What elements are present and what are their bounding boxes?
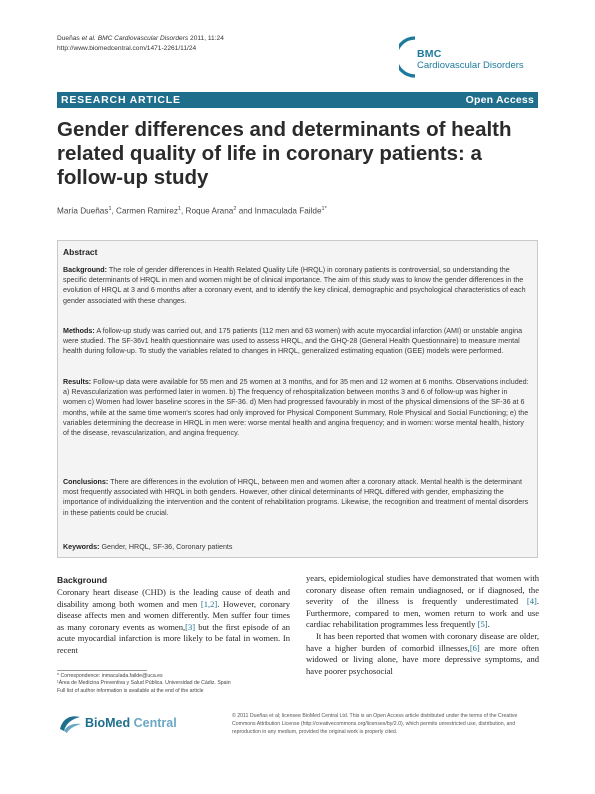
citation-link[interactable]: [3] <box>185 621 196 632</box>
abstract-label: Background: <box>63 266 108 274</box>
author-name[interactable]: , Carmen Ramirez <box>111 206 178 216</box>
affiliation-line: ¹Área de Medicina Preventiva y Salud Pública. Universidad de Cádiz. Spain <box>57 680 231 687</box>
body-text: but the first episode of an acute myocardial infarction is more likely to be fatal in women. In recent <box>57 621 291 655</box>
citation-year-volume: 2011, 11:24 <box>188 35 224 42</box>
abstract-keywords <box>63 542 531 552</box>
article-title: Gender differences and determinants of health related quality of life in coronary patients: a follow-up study <box>57 118 512 189</box>
abstract-text: The role of gender differences in Health Related Quality Life (HRQL) in coronary patients is controversial, so understanding the specific determinants of HRQL in men and women might be of clinical importance. The aim of this study was to know the gender differences in the evolution of HRQL at 3 and 6 months after a coronary event, and to identify the key clinical, demographic and psychological characteristics of each gender associated with these changes. <box>63 266 526 305</box>
body-text: . Furthermore, compared to men, women return to work and use cardiac rehabilitation programmes less frequently <box>306 596 539 630</box>
affiliation-marker: 1 <box>177 206 181 212</box>
section-heading: Background <box>57 575 108 585</box>
logo-central: Central <box>130 716 177 730</box>
body-text: It has been reported that women with coronary disease are older, have a higher burden of comorbid illnesses, <box>306 630 539 653</box>
citation-link[interactable]: [4] <box>526 596 537 607</box>
body-paragraph <box>57 587 290 657</box>
brand-journal-name: Cardiovascular Disorders <box>417 60 524 71</box>
body-text: . <box>487 619 490 630</box>
abstract-conclusions <box>63 477 531 518</box>
body-text: years, epidemiological studies have demonstrated that women with coronary disease often remain undiagnosed, or if diagnosed, the severity of the illness is frequently underestimated <box>306 573 539 607</box>
abstract-label: Methods: <box>63 327 95 335</box>
abstract-label: Keywords: <box>63 543 100 551</box>
journal-brand <box>399 36 549 78</box>
open-access-label: Open Access <box>465 94 534 106</box>
article-url[interactable]: http://www.biomedcentral.com/1471-2261/11/24 <box>57 44 197 52</box>
citation-journal: BMC Cardiovascular Disorders <box>95 35 189 42</box>
abstract-methods <box>63 326 531 357</box>
brand-bmc: BMC <box>417 48 442 60</box>
abstract-results <box>63 377 531 438</box>
abstract-text: Gender, HRQL, SF-36, Coronary patients <box>99 543 233 551</box>
body-text: . However, coronary disease affects men and women differently. Men suffer four times as many coronary events as women, <box>57 598 290 632</box>
abstract-background <box>63 265 531 306</box>
body-column-right <box>306 573 539 677</box>
author-list <box>57 206 327 216</box>
article-type-bar <box>57 92 538 108</box>
body-text: Coronary heart disease (CHD) is the leading cause of death and disability among both women and men <box>57 587 290 609</box>
brand-arc-icon <box>399 36 419 78</box>
body-paragraph <box>306 631 539 677</box>
citation-link[interactable]: [6] <box>469 642 480 653</box>
footnote-divider <box>57 670 147 671</box>
body-paragraph <box>306 573 539 631</box>
abstract-text: A follow-up study was carried out, and 175 patients (112 men and 63 women) with acute myocardial infarction (AMI) or unstable angina were studied. The SF-36v1 health questionnaire was used to assess HRQL, and the GHQ-28 (General Health Questionnaire) to measure mental health during follow-up. To study the variables related to changes in HRQL, generalized estimating equation (GEE) models were performed. <box>63 327 523 356</box>
citation-link[interactable]: [5] <box>477 619 488 630</box>
body-column-left <box>57 587 290 657</box>
abstract-text: There are differences in the evolution of HRQL, between men and women after a coronary attack. Mental health is the determinant most frequently associated with HRQL in both genders. However, other clinical determinants of HRQL differed with gender, emphasizing the importance of individualizing the intervention and the content of rehabilitation programs. Likewise, the recognition and treatment of mental disorders in these patients could be crucial. <box>63 478 529 517</box>
abstract-text: Follow-up data were available for 55 men and 25 women at 3 months, and for 35 men and 12 women at 6 months. Observations included: a) Revascularization was performed later in women. b) The frequency of rehospitalization between months 3 and 6 of follow-up was higher in women c) Women had lower baseline scores in the SF-36. d) Men had progressed favourably in most of the physical dimensions of the SF-36 at 6 months, while at the same time women's scores had only improved for Physical Component Summary, Role Physical and Social Functioning; e) the variables determining the decrease in HRQL in men were: worse mental health and angina frequency; and in women: worse mental health, history of the disease, revascularization, and angina frequency. <box>63 378 529 438</box>
citation-link[interactable]: [1,2] <box>200 598 218 609</box>
license-text: © 2011 Dueñas et al; licensee BioMed Central Ltd. This is an Open Access article distributed under the terms of the Creative Commons Attribution License (http://creativecommons.org/licenses/by/2.0), which permits unrestricted use, distribution, and reproduction in any medium, provided the original work is properly cited. <box>232 713 518 735</box>
abstract-box <box>57 240 538 558</box>
journal-citation <box>57 34 224 53</box>
author-name[interactable]: María Dueñas <box>57 206 109 216</box>
abstract-heading: Abstract <box>63 247 98 257</box>
affiliation-marker: 1 <box>108 206 112 212</box>
affiliation-marker: 2 <box>233 206 237 212</box>
author-name[interactable]: and Inmaculada Failde <box>236 206 322 216</box>
article-type-label: RESEARCH ARTICLE <box>61 94 181 106</box>
abstract-label: Conclusions: <box>63 478 109 486</box>
author-info-note: Full list of author information is available at the end of the article <box>57 687 204 694</box>
logo-wordmark <box>85 716 177 730</box>
logo-bio: BioMed <box>85 716 131 730</box>
body-text: are more often widowed or living alone, have more depressive symptoms, and have poorer psychosocial <box>306 642 540 676</box>
biomed-central-logo <box>57 712 217 734</box>
abstract-label: Results: <box>63 378 92 386</box>
footnote <box>57 673 292 695</box>
citation-line <box>57 34 224 44</box>
biomed-central-mark-icon <box>57 712 83 734</box>
citation-etal: et al. <box>81 35 96 42</box>
correspondence-line[interactable]: * Correspondence: inmaculada.failde@uca.es <box>57 673 163 679</box>
citation-authors: Dueñas <box>57 35 82 42</box>
author-name[interactable]: , Roque Arana <box>181 206 234 216</box>
affiliation-marker: 1* <box>321 206 327 212</box>
